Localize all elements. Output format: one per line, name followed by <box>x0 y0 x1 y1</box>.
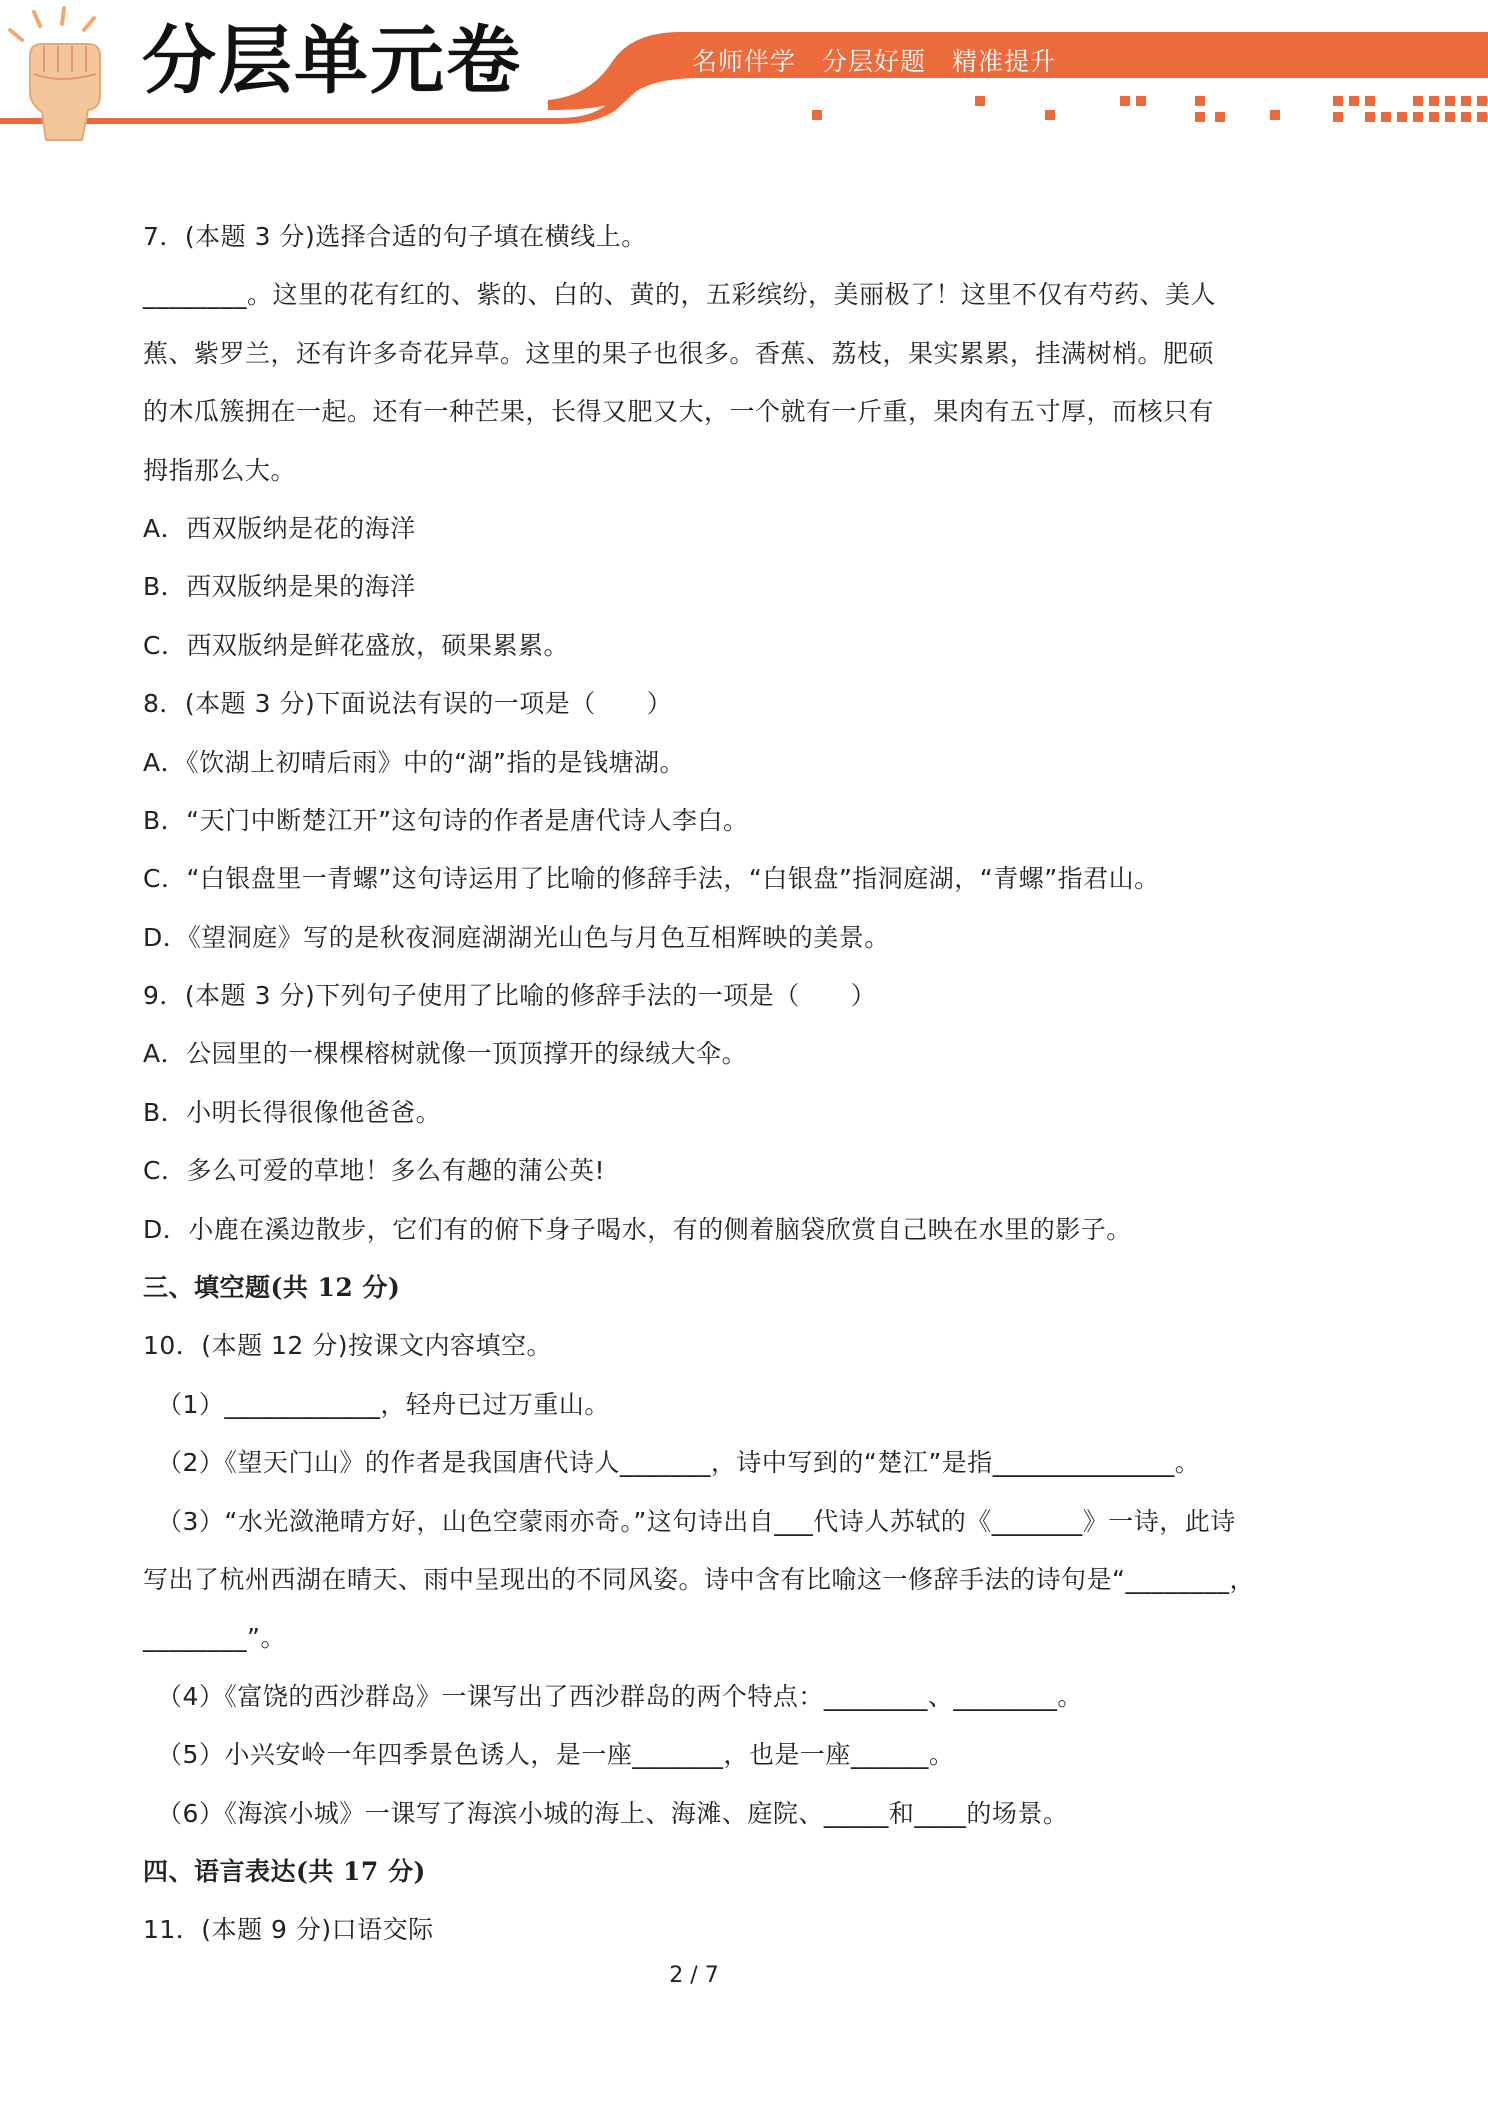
answer-option: D．《望洞庭》写的是秋夜洞庭湖湖光山色与月色互相辉映的美景。 <box>143 922 890 952</box>
answer-option: C．多么可爱的草地！多么有趣的蒲公英! <box>143 1156 605 1186</box>
page-header <box>0 0 1488 150</box>
slogan-item: 精准提升 <box>952 47 1057 76</box>
answer-option: C．“白银盘里一青螺”这句诗运用了比喻的修辞手法，“白银盘”指洞庭湖，“青螺”指君山。 <box>143 864 1160 894</box>
pixel-decoration <box>812 96 1487 122</box>
fill-blank-item: （1）____________，轻舟已过万重山。 <box>157 1389 610 1419</box>
slogan <box>692 42 1082 78</box>
answer-option: A．《饮湖上初晴后雨》中的“湖”指的是钱塘湖。 <box>143 747 686 777</box>
answer-option: C．西双版纳是鲜花盛放，硕果累累。 <box>143 630 569 660</box>
fill-blank-item: （2）《望天门山》的作者是我国唐代诗人_______，诗中写到的“楚江”是指______________。 <box>157 1448 1201 1478</box>
fill-blank-item: （6）《海滨小城》一课写了海滨小城的海上、海滩、庭院、_____和____的场景。 <box>157 1798 1069 1828</box>
passage-line: ________。这里的花有红的、紫的、白的、黄的，五彩缤纷，美丽极了！这里不仅有芍药、美人 <box>143 280 1217 310</box>
fill-blank-item: （5）小兴安岭一年四季景色诱人，是一座_______，也是一座______。 <box>157 1740 955 1770</box>
answer-option: A．公园里的一棵棵榕树就像一顶顶撑开的绿绒大伞。 <box>143 1039 748 1069</box>
passage-line: 的木瓜簇拥在一起。还有一种芒果，长得又肥又大，一个就有一斤重，果肉有五寸厚，而核只有 <box>143 397 1215 427</box>
section-heading: 三、填空题(共 12 分) <box>143 1273 401 1303</box>
question-stem: 7．(本题 3 分)选择合适的句子填在横线上。 <box>143 222 647 251</box>
slogan-item: 名师伴学 <box>692 47 797 76</box>
question-stem: 11．(本题 9 分)口语交际 <box>143 1915 434 1945</box>
exam-content <box>143 215 1343 1967</box>
passage-line: ________”。 <box>143 1623 286 1653</box>
answer-option: B．“天门中断楚江开”这句诗的作者是唐代诗人李白。 <box>143 805 749 835</box>
passage-line: 拇指那么大。 <box>143 455 297 485</box>
brand-title: 分层单元卷 <box>142 18 522 104</box>
answer-option: B．小明长得很像他爸爸。 <box>143 1097 442 1127</box>
passage-line: 蕉、紫罗兰，还有许多奇花异草。这里的果子也很多。香蕉、荔枝，果实累累，挂满树梢。肥硕 <box>143 338 1215 368</box>
fill-blank-item: （3）“水光潋滟晴方好，山色空蒙雨亦奇。”这句诗出自___代诗人苏轼的《_______》一诗，此诗 <box>157 1506 1236 1536</box>
question-stem: 9．(本题 3 分)下列句子使用了比喻的修辞手法的一项是（ ） <box>143 981 877 1011</box>
answer-option: B．西双版纳是果的海洋 <box>143 572 416 602</box>
fill-blank-item: （4）《富饶的西沙群岛》一课写出了西沙群岛的两个特点：________、________。 <box>157 1681 1083 1711</box>
answer-option: A．西双版纳是花的海洋 <box>143 513 416 543</box>
question-stem: 8．(本题 3 分)下面说法有误的一项是（ ） <box>143 689 673 719</box>
section-heading: 四、语言表达(共 17 分) <box>143 1856 426 1886</box>
answer-option: D．小鹿在溪边散步，它们有的俯下身子喝水，有的侧着脑袋欣赏自己映在水里的影子。 <box>143 1214 1132 1244</box>
question-stem: 10．(本题 12 分)按课文内容填空。 <box>143 1331 553 1361</box>
slogan-item: 分层好题 <box>822 47 927 76</box>
passage-line: 写出了杭州西湖在晴天、雨中呈现出的不同风姿。诗中含有比喻这一修辞手法的诗句是“________， <box>143 1564 1255 1594</box>
page-number: 2 / 7 <box>669 1963 719 1988</box>
